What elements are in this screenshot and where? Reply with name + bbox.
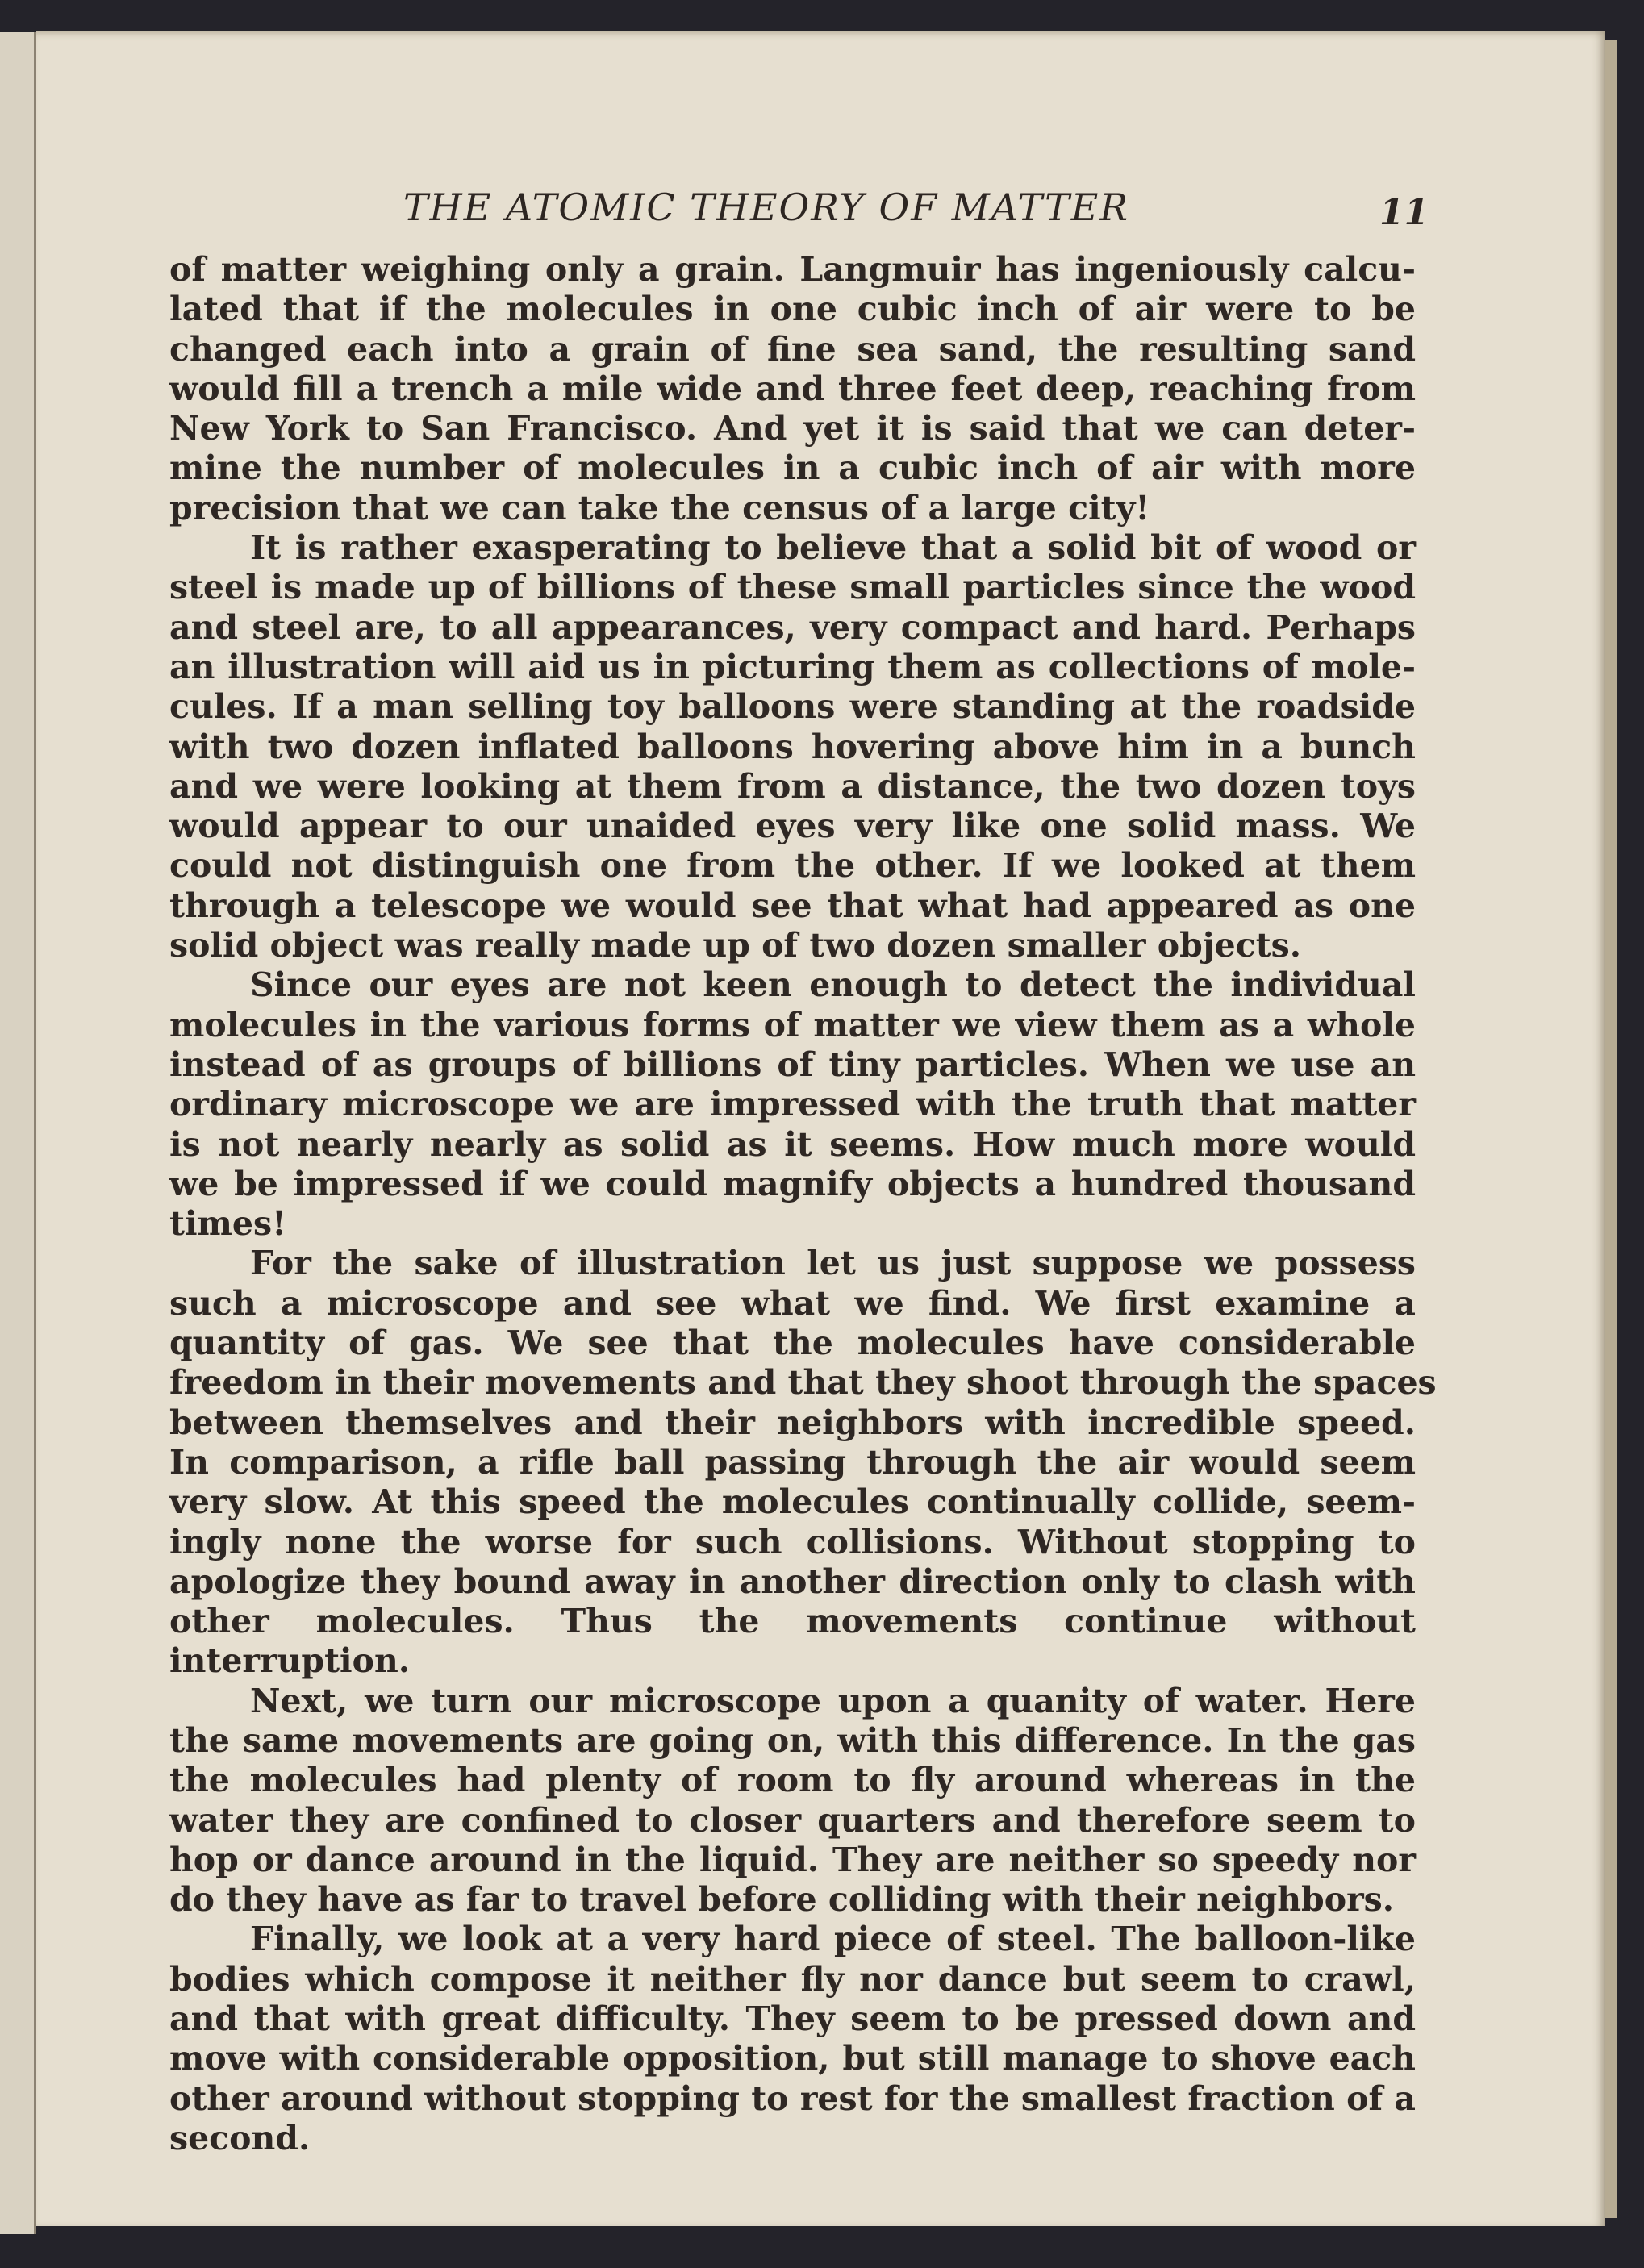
text-line: would appear to our unaided eyes very like one solid mass. We bbox=[169, 807, 1416, 846]
body-text bbox=[169, 250, 1437, 2158]
text-line: Next, we turn our microscope upon a quanity of water. Here bbox=[250, 1681, 1416, 1720]
text-line: ingly none the worse for such collisions. Without stopping to bbox=[169, 1522, 1416, 1561]
paragraph bbox=[169, 1244, 1437, 1681]
text-line: through a telescope we would see that what had appeared as one bbox=[169, 886, 1416, 925]
text-line: such a microscope and see what we find. We first examine a bbox=[169, 1283, 1416, 1323]
text-line: with two dozen inflated balloons hovering above him in a bunch bbox=[169, 727, 1416, 766]
text-line: between themselves and their neighbors with incredible speed. bbox=[169, 1403, 1416, 1442]
text-line: instead of as groups of billions of tiny particles. When we use an bbox=[169, 1044, 1416, 1084]
text-line: quantity of gas. We see that the molecules have considerable bbox=[169, 1324, 1416, 1363]
text-line: do they have as far to travel before colliding with their neighbors. bbox=[169, 1880, 1395, 1920]
text-line: would fill a trench a mile wide and three feet deep, reaching from bbox=[169, 369, 1416, 408]
text-line: times! bbox=[169, 1204, 287, 1244]
text-line: For the sake of illustration let us just suppose we possess bbox=[250, 1244, 1416, 1283]
running-header: THE ATOMIC THEORY OF MATTER bbox=[403, 186, 1129, 229]
text-line: bodies which compose it neither fly nor dance but seem to crawl, bbox=[169, 1959, 1416, 1999]
text-line: changed each into a grain of fine sea sand, the resulting sand bbox=[169, 329, 1416, 369]
text-line: In comparison, a rifle ball passing through the air would seem bbox=[169, 1442, 1416, 1482]
text-line: New York to San Francisco. And yet it is said that we can deter- bbox=[169, 409, 1416, 448]
paragraph bbox=[169, 250, 1416, 528]
text-line: other around without stopping to rest for the smallest fraction of a bbox=[169, 2078, 1416, 2118]
text-line: apologize they bound away in another direction only to clash with bbox=[169, 1561, 1416, 1601]
text-line: of matter weighing only a grain. Langmuir has ingeniously calcu- bbox=[169, 250, 1416, 289]
text-line: lated that if the molecules in one cubic inch of air were to be bbox=[169, 290, 1416, 329]
text-line: the molecules had plenty of room to fly around whereas in the bbox=[169, 1761, 1416, 1800]
page-block-edge bbox=[1605, 40, 1617, 2218]
text-line: second. bbox=[169, 2118, 311, 2158]
text-line: cules. If a man selling toy balloons were standing at the roadside bbox=[169, 687, 1416, 727]
text-line: the same movements are going on, with this difference. In the gas bbox=[169, 1720, 1416, 1760]
text-line: molecules in the various forms of matter we view them as a whole bbox=[169, 1005, 1416, 1044]
text-line: freedom in their movements and that they shoot through the spaces bbox=[169, 1363, 1437, 1403]
paragraph bbox=[169, 528, 1416, 965]
text-line: is not nearly nearly as solid as it seems. How much more would bbox=[169, 1124, 1416, 1164]
text-line: hop or dance around in the liquid. They are neither so speedy nor bbox=[169, 1840, 1416, 1879]
text-line: other molecules. Thus the movements continue without bbox=[169, 1602, 1416, 1641]
text-line: move with considerable opposition, but still manage to shove each bbox=[169, 2039, 1416, 2078]
text-line: and we were looking at them from a distance, the two dozen toys bbox=[169, 766, 1416, 806]
paragraph bbox=[169, 1682, 1416, 1920]
text-line: solid object was really made up of two dozen smaller objects. bbox=[169, 926, 1301, 965]
text-line: and that with great difficulty. They seem to be pressed down and bbox=[169, 1999, 1416, 2039]
paragraph bbox=[169, 1920, 1416, 2158]
text-line: we be impressed if we could magnify objects a hundred thousand bbox=[169, 1164, 1416, 1203]
text-line: very slow. At this speed the molecules continually collide, seem- bbox=[169, 1482, 1416, 1522]
text-line: Since our eyes are not keen enough to detect the individual bbox=[250, 965, 1416, 1005]
text-line: Finally, we look at a very hard piece of steel. The balloon-like bbox=[250, 1920, 1416, 1959]
page-number: 11 bbox=[1379, 192, 1429, 233]
text-line: and steel are, to all appearances, very compact and hard. Perhaps bbox=[169, 607, 1416, 647]
text-line: water they are confined to closer quarters and therefore seem to bbox=[169, 1800, 1416, 1840]
facing-page-edge bbox=[0, 32, 36, 2234]
text-line: ordinary microscope we are impressed with the truth that matter bbox=[169, 1085, 1416, 1124]
paragraph bbox=[169, 965, 1416, 1244]
text-line: interruption. bbox=[169, 1641, 411, 1681]
text-line: precision that we can take the census of a large city! bbox=[169, 488, 1150, 527]
text-line: It is rather exasperating to believe that a solid bit of wood or bbox=[250, 528, 1416, 568]
text-line: an illustration will aid us in picturing them as collections of mole- bbox=[169, 647, 1416, 686]
text-line: steel is made up of billions of these small particles since the wood bbox=[169, 568, 1416, 607]
text-line: mine the number of molecules in a cubic inch of air with more bbox=[169, 448, 1416, 488]
text-line: could not distinguish one from the other. If we looked at them bbox=[169, 846, 1416, 886]
